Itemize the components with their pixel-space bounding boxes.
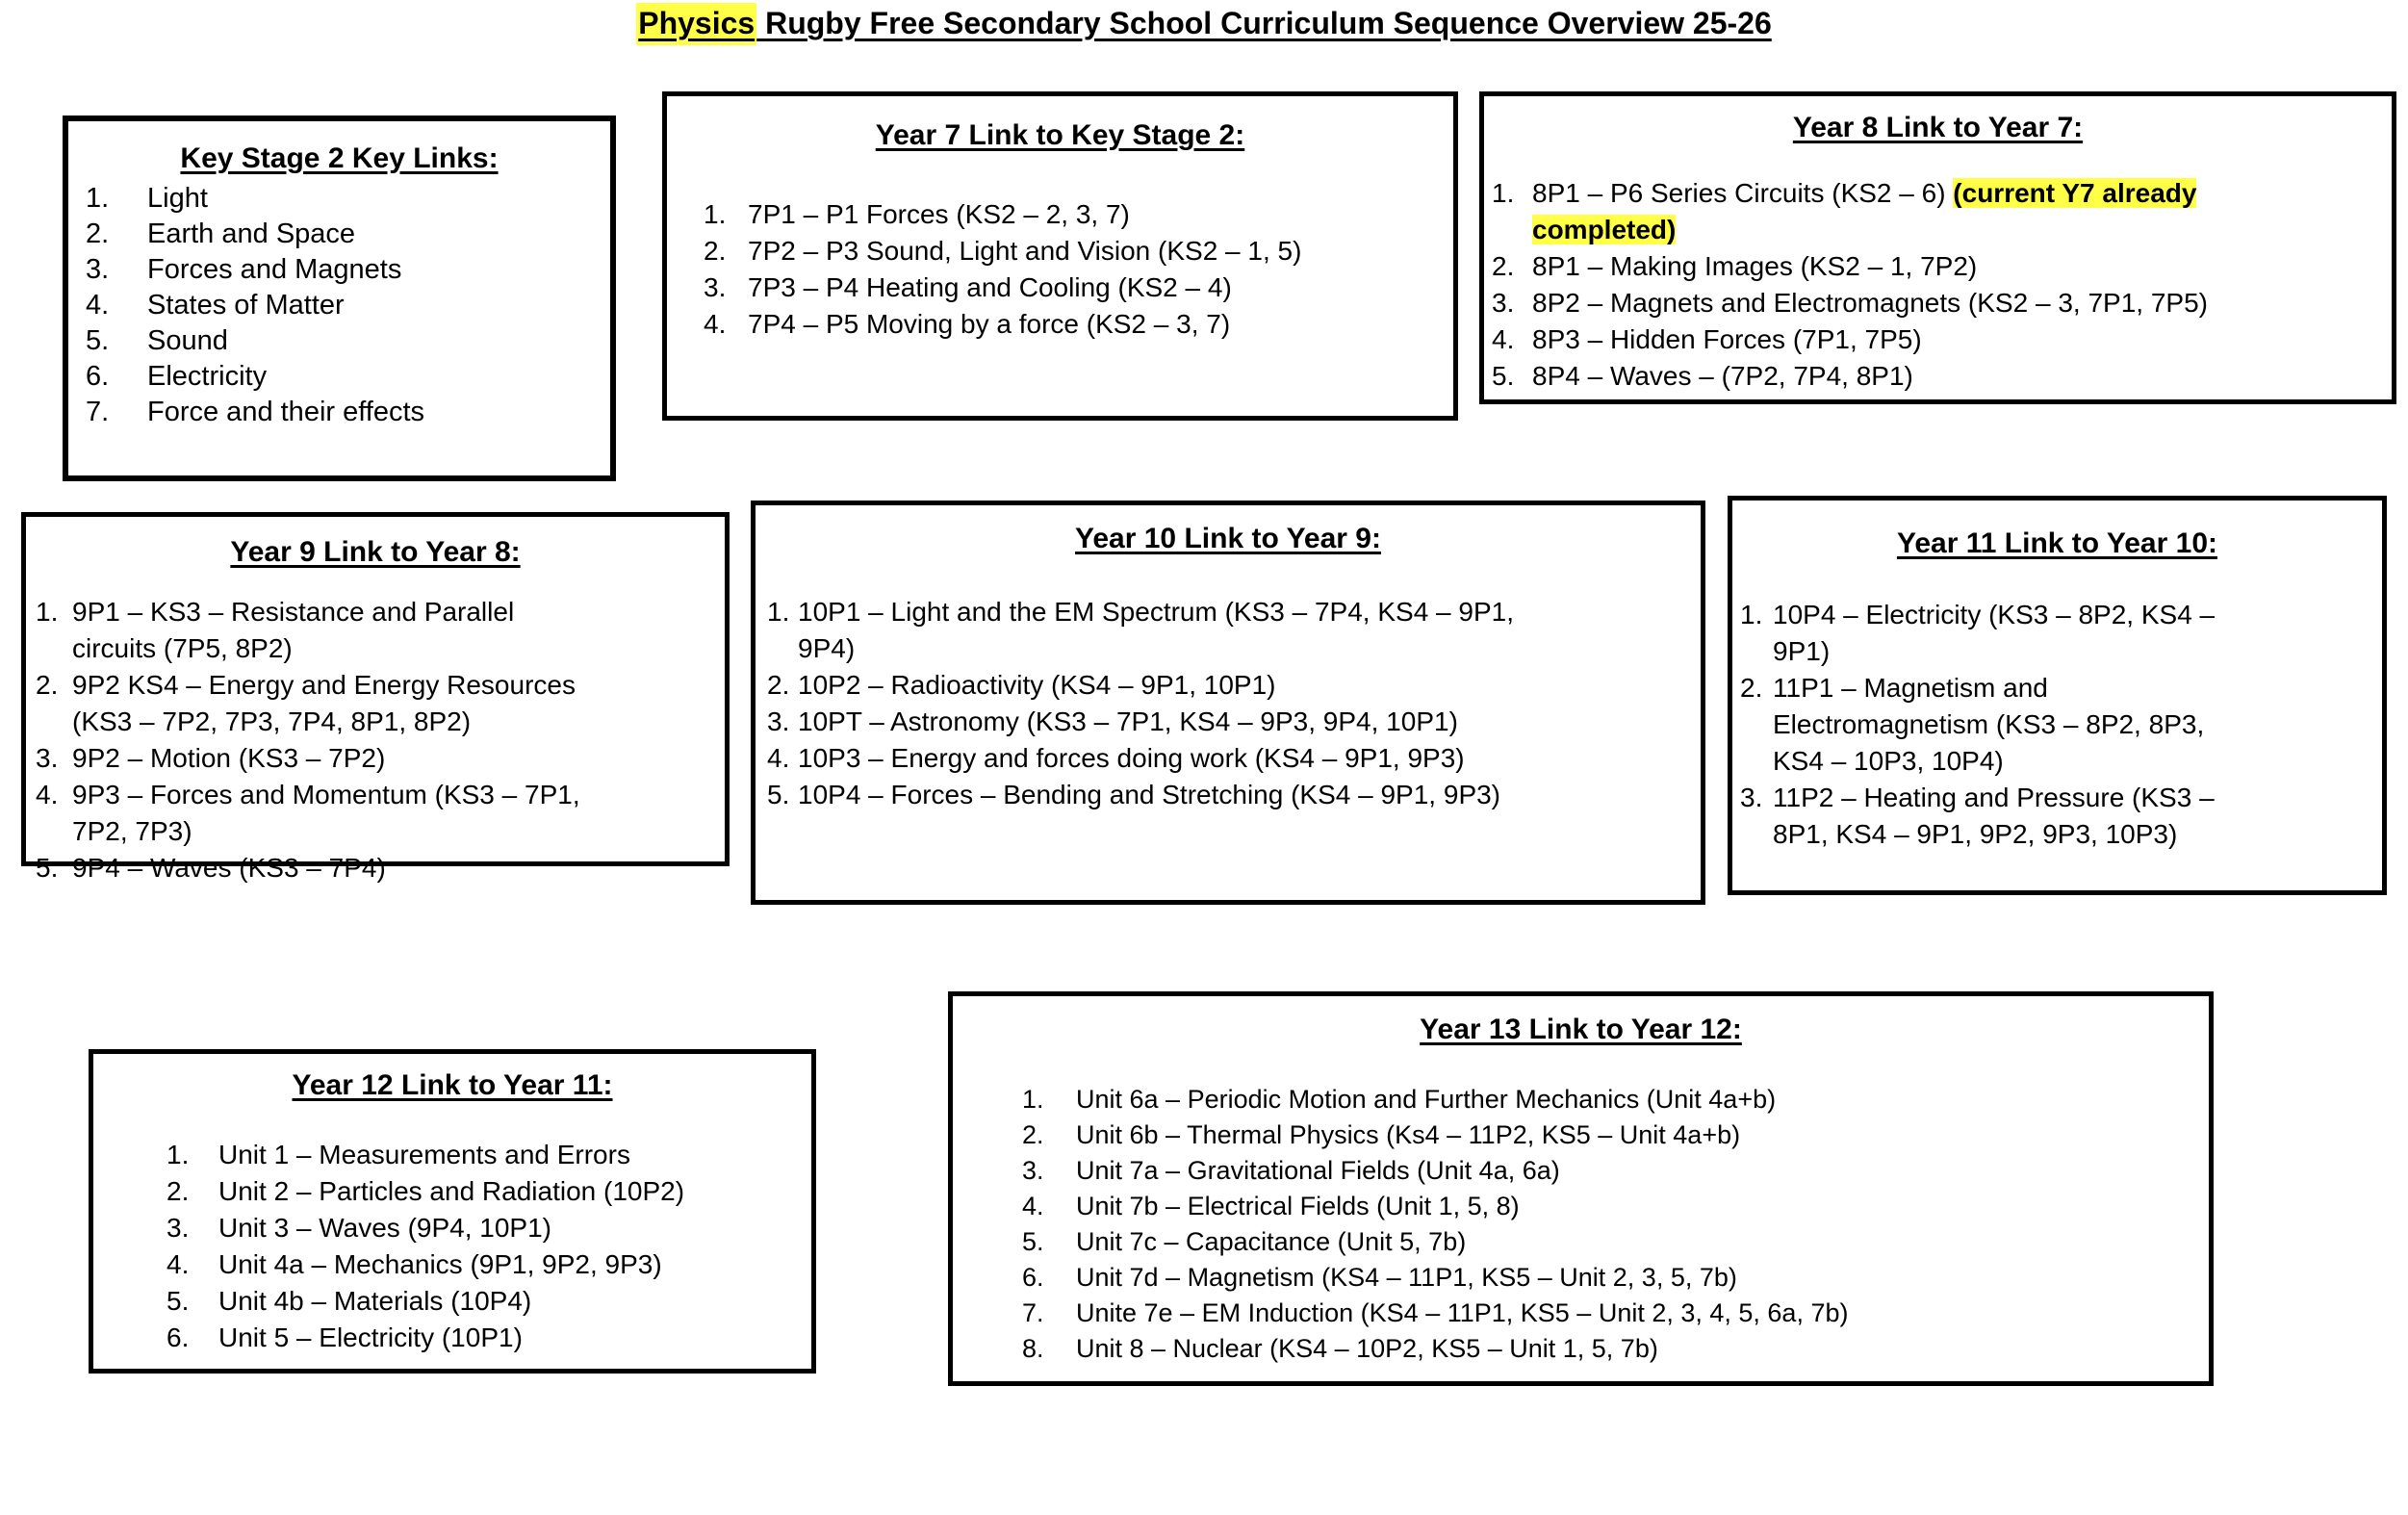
- list-item: 10PT – Astronomy (KS3 – 7P1, KS4 – 9P3, 9P4, 10P1): [798, 706, 1458, 736]
- list-item: 8P4 – Waves – (7P2, 7P4, 8P1): [1532, 361, 1913, 391]
- year8-link-box: [1479, 91, 2396, 404]
- list-item: 7P2 – P3 Sound, Light and Vision (KS2 – 1, 5): [748, 236, 1302, 266]
- list-item-clipped: 9P4 – Waves (KS3 – 7P4): [72, 853, 386, 883]
- box-header: Year 13 Link to Year 12:: [1420, 1014, 1742, 1045]
- list-item: 9P3 – Forces and Momentum (KS3 – 7P1, 7P2, 7P3): [72, 780, 580, 846]
- link-list: [953, 1082, 2209, 1367]
- list-item: 7P3 – P4 Heating and Cooling (KS2 – 4): [748, 272, 1232, 302]
- year12-link-box: [89, 1049, 816, 1374]
- link-list: [667, 196, 1453, 343]
- list-item: Unit 8 – Nuclear (KS4 – 10P2, KS5 – Unit 1, 5, 7b): [1076, 1334, 1658, 1363]
- box-header: Year 12 Link to Year 11:: [292, 1069, 613, 1101]
- list-item: 8P2 – Magnets and Electromagnets (KS2 – 3, 7P1, 7P5): [1532, 288, 2208, 318]
- list-item: 8P1 – Making Images (KS2 – 1, 7P2): [1532, 251, 1978, 281]
- page-title: [0, 6, 2408, 41]
- link-list: [26, 594, 725, 886]
- list-item: Unit 1 – Measurements and Errors: [218, 1140, 630, 1169]
- list-item: Unit 7a – Gravitational Fields (Unit 4a, 6a): [1076, 1156, 1560, 1185]
- list-item: Light: [147, 183, 208, 214]
- list-item: [1484, 175, 2264, 248]
- box-header: Year 11 Link to Year 10:: [1897, 527, 2217, 559]
- link-list: [68, 181, 610, 430]
- list-item: Unit 4a – Mechanics (9P1, 9P2, 9P3): [218, 1249, 662, 1279]
- year11-link-box: [1728, 496, 2387, 895]
- list-item: 9P2 – Motion (KS3 – 7P2): [72, 743, 386, 773]
- box-header: Year 7 Link to Key Stage 2:: [875, 119, 1245, 151]
- list-item: 10P1 – Light and the EM Spectrum (KS3 – 7P4, KS4 – 9P1, 9P4): [798, 597, 1515, 663]
- list-item: Force and their effects: [147, 397, 425, 427]
- year10-link-box: [751, 501, 1705, 905]
- list-item: Earth and Space: [147, 218, 356, 249]
- list-item: Unit 7d – Magnetism (KS4 – 11P1, KS5 – Unit 2, 3, 5, 7b): [1076, 1263, 1737, 1292]
- list-item: Unit 3 – Waves (9P4, 10P1): [218, 1213, 552, 1243]
- list-item: 7P4 – P5 Moving by a force (KS2 – 3, 7): [748, 309, 1231, 339]
- list-item: Unit 2 – Particles and Radiation (10P2): [218, 1176, 685, 1206]
- list-item: States of Matter: [147, 290, 345, 321]
- box-header: Year 8 Link to Year 7:: [1792, 112, 2084, 143]
- list-item: Unit 6b – Thermal Physics (Ks4 – 11P2, KS5 – Unit 4a+b): [1076, 1120, 1741, 1149]
- list-item: 8P3 – Hidden Forces (7P1, 7P5): [1532, 324, 1922, 354]
- list-item: Electricity: [147, 361, 268, 392]
- list-item: 7P1 – P1 Forces (KS2 – 2, 3, 7): [748, 199, 1130, 229]
- box-header: Key Stage 2 Key Links:: [180, 142, 499, 174]
- list-item: 9P1 – KS3 – Resistance and Parallel circuits (7P5, 8P2): [72, 597, 515, 663]
- page-title-text: [636, 3, 1772, 45]
- list-item: Unit 4b – Materials (10P4): [218, 1286, 532, 1316]
- list-item: 11P2 – Heating and Pressure (KS3 – 8P1, KS4 – 9P1, 9P2, 9P3, 10P3): [1773, 783, 2215, 849]
- list-item: 9P2 KS4 – Energy and Energy Resources (KS3 – 7P2, 7P3, 7P4, 8P1, 8P2): [72, 670, 576, 736]
- year13-link-box: [948, 991, 2214, 1386]
- list-item: Forces and Magnets: [147, 254, 402, 285]
- list-item: 10P4 – Electricity (KS3 – 8P2, KS4 – 9P1): [1773, 600, 2216, 666]
- title-highlight: Physics: [636, 3, 756, 45]
- list-item: 10P4 – Forces – Bending and Stretching (KS4 – 9P1, 9P3): [798, 780, 1501, 809]
- link-list: [1732, 597, 2382, 853]
- box-header: Year 10 Link to Year 9:: [1075, 523, 1381, 554]
- year7-link-box: [662, 91, 1458, 421]
- link-list: [756, 594, 1701, 813]
- list-item: Unite 7e – EM Induction (KS4 – 11P1, KS5 – Unit 2, 3, 4, 5, 6a, 7b): [1076, 1298, 1849, 1327]
- list-item: 10P2 – Radioactivity (KS4 – 9P1, 10P1): [798, 670, 1276, 700]
- link-list: [93, 1137, 811, 1356]
- year9-link-box: [21, 512, 730, 883]
- list-item: Sound: [147, 325, 228, 356]
- list-item: 11P1 – Magnetism and Electromagnetism (KS3 – 8P2, 8P3, KS4 – 10P3, 10P4): [1773, 673, 2205, 776]
- box-header: Year 9 Link to Year 8:: [230, 536, 521, 568]
- list-item: Unit 6a – Periodic Motion and Further Mechanics (Unit 4a+b): [1076, 1085, 1777, 1114]
- title-rest: Rugby Free Secondary School Curriculum Sequence Overview 25-26: [765, 6, 1772, 40]
- list-item: Unit 5 – Electricity (10P1): [218, 1322, 523, 1352]
- list-item-text: 8P1 – P6 Series Circuits (KS2 – 6): [1532, 178, 1946, 208]
- list-item: Unit 7c – Capacitance (Unit 5, 7b): [1076, 1227, 1467, 1256]
- list-item: 10P3 – Energy and forces doing work (KS4 – 9P1, 9P3): [798, 743, 1465, 773]
- highlighted-note: (current Y7 already completed): [1532, 178, 2197, 244]
- ks2-key-links-box: [63, 116, 616, 481]
- link-list: [1484, 175, 2392, 395]
- list-item: Unit 7b – Electrical Fields (Unit 1, 5, 8): [1076, 1192, 1520, 1220]
